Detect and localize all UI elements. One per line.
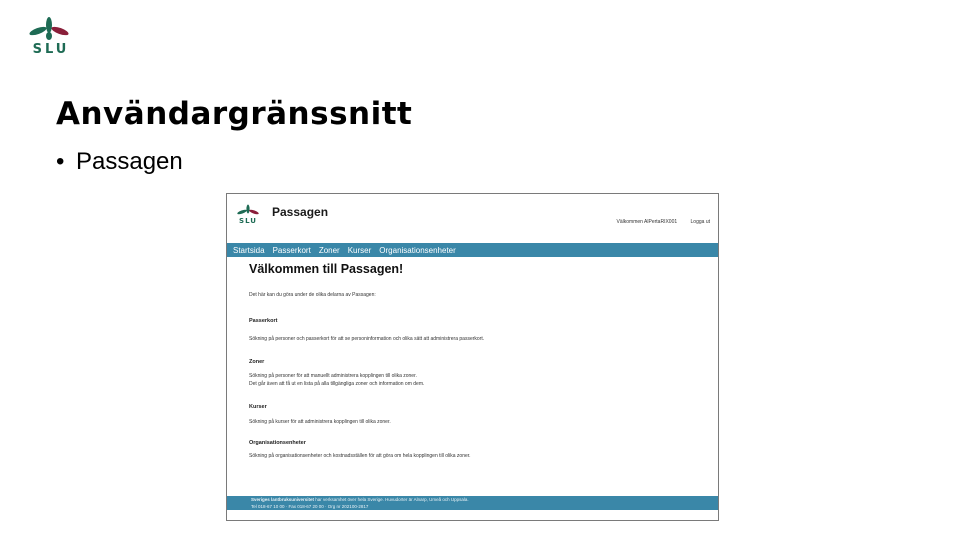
logout-link[interactable]: Logga ut (690, 219, 710, 225)
section-title: Zoner (249, 359, 265, 365)
nav-startsida[interactable]: Startsida (233, 245, 265, 255)
shot-slu-logo (235, 204, 261, 228)
section-kurser (249, 404, 709, 426)
shot-slu-leaf-icon (235, 204, 261, 218)
slu-leaf-icon (24, 16, 74, 44)
footer (227, 496, 718, 510)
welcome-text: Välkommen AlPertaRIX001 (616, 219, 678, 225)
footer-org: Sveriges lantbruksuniversitet (251, 497, 315, 502)
footer-line-1 (227, 496, 718, 503)
user-bar (605, 219, 710, 225)
section-passerkort (249, 318, 709, 343)
footer-line-2: Tel 018-67 10 00 · Fax 018-67 20 00 · Org nr 202100-2817 (251, 504, 369, 509)
main-content (249, 262, 709, 460)
bullet-dot-icon: • (56, 148, 65, 175)
shot-logo-text: SLU (239, 217, 257, 225)
nav-zoner[interactable]: Zoner (318, 245, 340, 255)
section-title: Kurser (249, 404, 267, 410)
nav-organisationsenheter[interactable]: Organisationsenheter (379, 245, 456, 255)
section-text: Sökning på personer för att manuellt administrera kopplingen till olika zoner. (249, 373, 417, 379)
section-text: Sökning på kurser för att administrera kopplingen till olika zoner. (249, 419, 391, 425)
section-zoner (249, 359, 709, 388)
slide-title: Användargränssnitt (56, 96, 413, 132)
logo-text: SLU (32, 42, 70, 57)
section-title: Passerkort (249, 318, 278, 324)
app-name: Passagen (272, 205, 329, 219)
footer-text: har verksamhet över hela Sverige. Huvudorter är Alnarp, Umeå och Uppsala. (315, 497, 469, 502)
nav-kurser[interactable]: Kurser (347, 245, 372, 255)
nav-passerkort[interactable]: Passerkort (272, 245, 311, 255)
section-text: Sökning på personer och passerkort för att se personinformation och olika sätt att administrera passerkort. (249, 336, 485, 342)
section-title: Organisationsenheter (249, 440, 306, 446)
intro-text: Det här kan du göra under de olika delarna av Passagen: (249, 292, 376, 298)
bullet-item (56, 148, 183, 176)
page-heading: Välkommen till Passagen! (249, 262, 404, 276)
section-text: Sökning på organisationsenheter och kostnadsställen för att göra om hela kopplingen till olika zoner. (249, 453, 471, 459)
section-text: Det går även att få ut en lista på alla tillgängliga zoner och information om dem. (249, 381, 425, 387)
bullet-text: Passagen (76, 148, 183, 175)
slu-logo (24, 16, 74, 62)
main-nav (227, 243, 718, 257)
section-organisationsenheter (249, 440, 709, 460)
passagen-screenshot (226, 193, 719, 521)
